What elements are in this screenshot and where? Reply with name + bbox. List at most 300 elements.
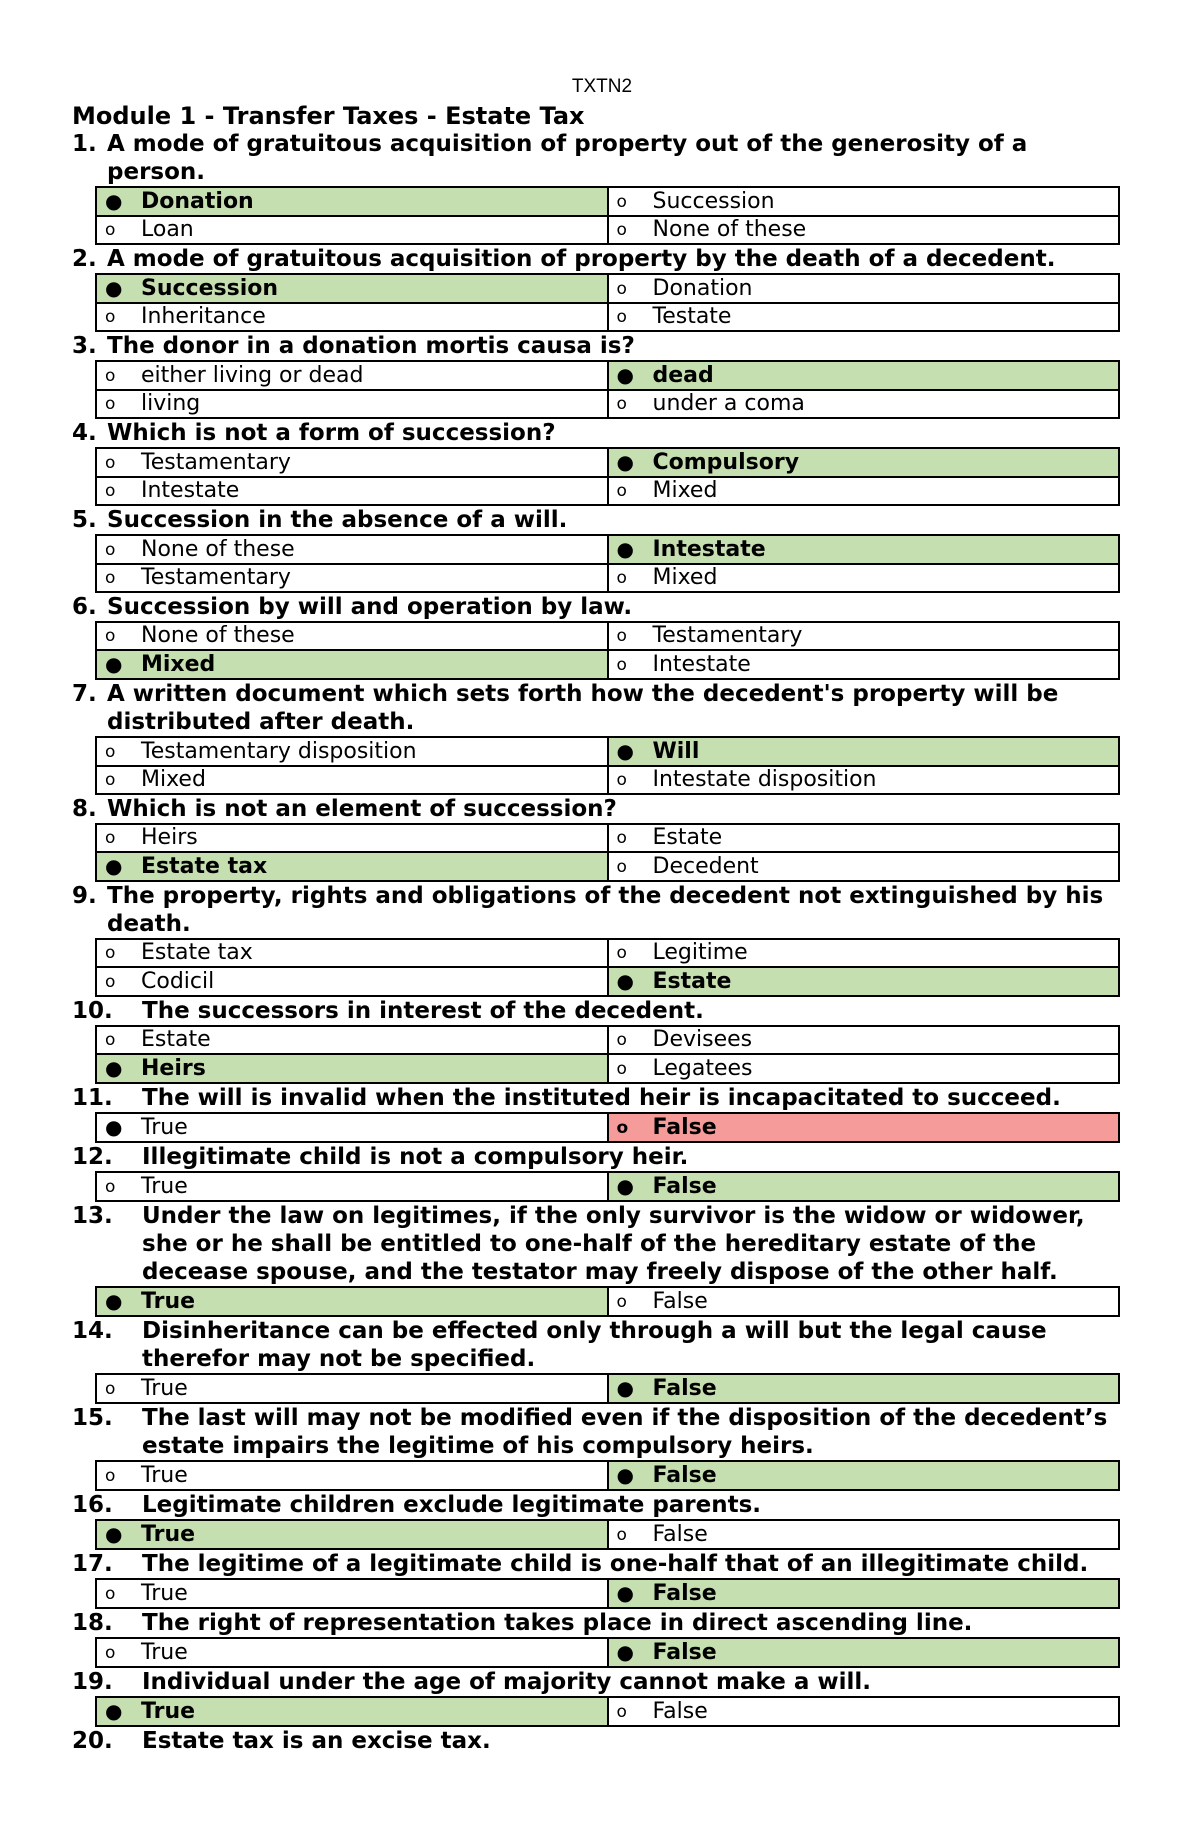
- bullet-filled-icon: ●: [105, 1522, 123, 1546]
- question-text-line: [72, 680, 1132, 736]
- answer-option-label: Intestate: [141, 478, 240, 503]
- bullet-hollow-icon: o: [105, 943, 116, 963]
- answer-option[interactable]: [608, 852, 1120, 881]
- answer-option[interactable]: [96, 448, 608, 477]
- answer-option-label: True: [141, 1639, 188, 1665]
- answer-option-label: False: [652, 1640, 717, 1665]
- question-6: [72, 593, 1132, 680]
- answer-option[interactable]: [96, 1697, 608, 1726]
- document: [72, 72, 1132, 1755]
- answer-option[interactable]: [608, 766, 1120, 794]
- answer-option-label: Intestate: [652, 651, 751, 677]
- question-text-line: [72, 1143, 1132, 1171]
- answer-option-label: Compulsory: [652, 450, 800, 475]
- question-text: The successors in interest of the decedent.: [142, 998, 704, 1024]
- bullet-filled-icon: ●: [616, 1640, 634, 1664]
- answer-option-label: Estate tax: [141, 940, 253, 965]
- question-text-line: [72, 1084, 1132, 1112]
- answer-option[interactable]: [96, 187, 608, 216]
- question-number: 5.: [72, 507, 97, 533]
- question-4: [72, 419, 1132, 506]
- answer-option[interactable]: [608, 361, 1120, 390]
- answer-option[interactable]: [96, 361, 608, 390]
- bullet-filled-icon: ●: [105, 276, 123, 300]
- answer-option[interactable]: [96, 1287, 608, 1316]
- question-number: 10.: [72, 998, 113, 1024]
- bullet-filled-icon: ●: [105, 854, 123, 878]
- answer-option[interactable]: [608, 967, 1120, 996]
- answer-option[interactable]: [608, 187, 1120, 216]
- answer-option-label: Estate: [652, 969, 732, 994]
- question-16: [72, 1491, 1132, 1550]
- answer-option[interactable]: [96, 737, 608, 766]
- answer-option[interactable]: [608, 1172, 1120, 1201]
- answer-option[interactable]: [608, 622, 1120, 650]
- answer-option-label: Heirs: [141, 1056, 206, 1081]
- question-text-line: [72, 1550, 1132, 1578]
- options-row: [96, 967, 1119, 996]
- answer-option[interactable]: [96, 274, 608, 303]
- bullet-filled-icon: ●: [616, 1463, 634, 1487]
- question-text-line: [72, 1202, 1132, 1286]
- question-text: A mode of gratuitous acquisition of property by the death of a decedent.: [107, 246, 1056, 272]
- options-row: [96, 1461, 1119, 1490]
- question-number: 1.: [72, 131, 97, 157]
- answer-option[interactable]: [96, 824, 608, 852]
- answer-option-label: Testate: [652, 304, 732, 329]
- options-table: [95, 534, 1120, 593]
- question-text: The right of representation takes place in direct ascending line.: [142, 1610, 973, 1636]
- question-1: [72, 130, 1132, 245]
- answer-option[interactable]: [96, 1113, 608, 1142]
- question-text: Under the law on legitimes, if the only survivor is the widow or widower, she or he shall be entitled to one-half of the hereditary estate of the decease spouse, and the testator may freely dispose of the other half.: [142, 1203, 1085, 1285]
- question-text: The property, rights and obligations of the decedent not extinguished by his death.: [107, 883, 1104, 937]
- answer-option-label: False: [652, 1114, 717, 1140]
- bullet-filled-icon: ●: [616, 739, 634, 763]
- question-number: 4.: [72, 420, 97, 446]
- question-number: 17.: [72, 1551, 113, 1577]
- answer-option-label: Donation: [141, 189, 254, 214]
- answer-option-label: True: [141, 1115, 188, 1140]
- bullet-hollow-icon: o: [105, 307, 116, 327]
- question-text: A written document which sets forth how the decedent's property will be distributed after death.: [107, 681, 1059, 735]
- answer-option[interactable]: [96, 535, 608, 564]
- question-12: [72, 1143, 1132, 1202]
- question-number: 6.: [72, 594, 97, 620]
- bullet-hollow-icon: o: [616, 654, 627, 675]
- bullet-hollow-icon: o: [616, 220, 627, 240]
- options-table: [95, 823, 1120, 882]
- answer-option-label: Decedent: [652, 853, 759, 879]
- answer-option-label: False: [652, 1288, 708, 1314]
- answer-option[interactable]: [96, 1579, 608, 1608]
- answer-option[interactable]: [608, 564, 1120, 592]
- document-header: TXTN2: [571, 76, 633, 97]
- question-number: 20.: [72, 1728, 113, 1754]
- answer-option-label: Will: [652, 739, 700, 764]
- bullet-hollow-icon: o: [105, 770, 116, 790]
- options-row: [96, 390, 1119, 418]
- answer-option[interactable]: [608, 535, 1120, 564]
- options-table: [95, 1373, 1120, 1404]
- question-text-line: [72, 1727, 1132, 1755]
- options-row: [96, 1172, 1119, 1201]
- answer-option-label: under a coma: [652, 391, 805, 416]
- answer-option[interactable]: [608, 303, 1120, 331]
- answer-option[interactable]: [608, 390, 1120, 418]
- options-row: [96, 766, 1119, 794]
- question-text-line: [72, 882, 1132, 938]
- question-text-line: [72, 795, 1132, 823]
- answer-option-label: Mixed: [141, 767, 206, 792]
- answer-option[interactable]: [96, 390, 608, 418]
- bullet-filled-icon: ●: [105, 1699, 123, 1723]
- options-table: [95, 1460, 1120, 1491]
- question-9: [72, 882, 1132, 997]
- bullet-hollow-icon: o: [616, 1291, 627, 1312]
- options-row: [96, 303, 1119, 331]
- question-text: Which is not a form of succession?: [107, 420, 556, 446]
- bullet-hollow-icon: o: [616, 191, 627, 212]
- options-table: [95, 1519, 1120, 1550]
- quiz: [72, 130, 1132, 1755]
- answer-option-label: True: [141, 1699, 196, 1724]
- options-table: [95, 1025, 1120, 1084]
- options-row: [96, 939, 1119, 967]
- question-text: Succession by will and operation by law.: [107, 594, 633, 620]
- question-text-line: [72, 245, 1132, 273]
- question-text-line: [72, 130, 1132, 186]
- bullet-hollow-icon: o: [105, 568, 116, 588]
- answer-option-label: Mixed: [652, 478, 718, 503]
- question-10: [72, 997, 1132, 1084]
- question-number: 13.: [72, 1203, 113, 1229]
- question-14: [72, 1317, 1132, 1404]
- question-text-line: [72, 1404, 1132, 1460]
- bullet-hollow-icon: o: [105, 394, 116, 414]
- question-3: [72, 332, 1132, 419]
- answer-option[interactable]: [96, 1461, 608, 1490]
- answer-option-label: Testamentary: [141, 449, 291, 475]
- options-table: [95, 1286, 1120, 1317]
- bullet-hollow-icon: o: [616, 1117, 629, 1138]
- answer-option-label: Testamentary disposition: [141, 738, 417, 764]
- bullet-hollow-icon: o: [105, 1378, 116, 1399]
- question-8: [72, 795, 1132, 882]
- question-text: Individual under the age of majority cannot make a will.: [142, 1669, 871, 1695]
- bullet-filled-icon: ●: [105, 189, 123, 213]
- question-15: [72, 1404, 1132, 1491]
- bullet-filled-icon: ●: [105, 1056, 123, 1080]
- question-number: 12.: [72, 1144, 113, 1170]
- answer-option-label: Intestate disposition: [652, 767, 877, 792]
- question-text-line: [72, 997, 1132, 1025]
- bullet-hollow-icon: o: [105, 220, 116, 240]
- answer-option-label: Legatees: [652, 1055, 753, 1081]
- answer-option-label: True: [141, 1580, 188, 1606]
- question-text: The legitime of a legitimate child is one-half that of an illegitimate child.: [142, 1551, 1089, 1577]
- answer-option-label: Codicil: [141, 968, 215, 994]
- question-text: Succession in the absence of a will.: [107, 507, 568, 533]
- options-row: [96, 622, 1119, 650]
- answer-option-label: False: [652, 1463, 717, 1488]
- bullet-hollow-icon: o: [105, 481, 116, 501]
- answer-option-label: Donation: [652, 275, 753, 301]
- answer-option-label: Testamentary: [141, 565, 291, 590]
- question-text-line: [72, 1491, 1132, 1519]
- bullet-hollow-icon: o: [616, 1524, 627, 1545]
- bullet-hollow-icon: o: [105, 1176, 116, 1197]
- bullet-filled-icon: ●: [616, 1174, 634, 1198]
- options-row: [96, 564, 1119, 592]
- options-row: [96, 1113, 1119, 1142]
- options-row: [96, 1579, 1119, 1608]
- answer-option[interactable]: [608, 1638, 1120, 1667]
- options-row: [96, 187, 1119, 216]
- options-row: [96, 852, 1119, 881]
- options-row: [96, 448, 1119, 477]
- answer-option-label: Legitime: [652, 940, 748, 965]
- answer-option[interactable]: [608, 737, 1120, 766]
- question-text: Legitimate children exclude legitimate parents.: [142, 1492, 762, 1518]
- options-row: [96, 1638, 1119, 1667]
- answer-option-label: living: [141, 391, 201, 416]
- options-row: [96, 1026, 1119, 1054]
- question-number: 16.: [72, 1492, 113, 1518]
- question-18: [72, 1609, 1132, 1668]
- bullet-hollow-icon: o: [616, 307, 627, 327]
- bullet-hollow-icon: o: [616, 770, 627, 790]
- answer-option[interactable]: [96, 967, 608, 996]
- answer-option[interactable]: [96, 1054, 608, 1083]
- answer-option[interactable]: [96, 939, 608, 967]
- bullet-hollow-icon: o: [616, 828, 627, 848]
- options-table: [95, 938, 1120, 997]
- question-text: A mode of gratuitous acquisition of property out of the generosity of a person.: [107, 131, 1028, 185]
- answer-option[interactable]: [608, 1026, 1120, 1054]
- question-text-line: [72, 506, 1132, 534]
- options-row: [96, 535, 1119, 564]
- answer-option-label: False: [652, 1376, 717, 1401]
- answer-option[interactable]: [608, 274, 1120, 303]
- answer-option[interactable]: [96, 650, 608, 679]
- options-row: [96, 1287, 1119, 1316]
- question-text-line: [72, 332, 1132, 360]
- module-title: Module 1 - Transfer Taxes - Estate Tax: [72, 102, 585, 130]
- answer-option-label: Heirs: [141, 825, 198, 850]
- bullet-filled-icon: ●: [616, 537, 634, 561]
- answer-option-label: Succession: [652, 188, 775, 214]
- options-row: [96, 824, 1119, 852]
- answer-option[interactable]: [96, 1520, 608, 1549]
- answer-option[interactable]: [608, 1461, 1120, 1490]
- answer-option[interactable]: [96, 852, 608, 881]
- question-number: 18.: [72, 1610, 113, 1636]
- options-table: [95, 736, 1120, 795]
- question-text: The donor in a donation mortis causa is?: [107, 333, 635, 359]
- question-text: Which is not an element of succession?: [107, 796, 617, 822]
- options-table: [95, 1578, 1120, 1609]
- answer-option[interactable]: [608, 1054, 1120, 1083]
- bullet-hollow-icon: o: [616, 626, 627, 646]
- answer-option-label: Mixed: [141, 652, 216, 677]
- answer-option-label: Intestate: [652, 537, 766, 562]
- bullet-filled-icon: ●: [616, 1581, 634, 1605]
- bullet-hollow-icon: o: [105, 452, 116, 473]
- bullet-hollow-icon: o: [105, 365, 116, 386]
- bullet-hollow-icon: o: [616, 1030, 627, 1050]
- options-row: [96, 1374, 1119, 1403]
- question-number: 19.: [72, 1669, 113, 1695]
- question-text: Illegitimate child is not a compulsory heir.: [142, 1144, 689, 1170]
- answer-option-label: Devisees: [652, 1027, 753, 1052]
- question-text-line: [72, 419, 1132, 447]
- answer-option-label: Succession: [141, 276, 279, 301]
- bullet-filled-icon: ●: [616, 363, 634, 387]
- answer-option[interactable]: [608, 1579, 1120, 1608]
- answer-option[interactable]: [608, 216, 1120, 244]
- options-row: [96, 650, 1119, 679]
- bullet-hollow-icon: o: [616, 1058, 627, 1079]
- question-number: 8.: [72, 796, 97, 822]
- bullet-filled-icon: ●: [105, 1115, 123, 1139]
- options-row: [96, 361, 1119, 390]
- question-text: Estate tax is an excise tax.: [142, 1728, 491, 1754]
- question-text-line: [72, 1317, 1132, 1373]
- bullet-hollow-icon: o: [616, 481, 627, 501]
- bullet-hollow-icon: o: [105, 539, 116, 560]
- answer-option-label: False: [652, 1521, 708, 1547]
- answer-option[interactable]: [608, 1287, 1120, 1316]
- answer-option-label: Loan: [141, 217, 194, 242]
- answer-option-label: either living or dead: [141, 362, 364, 388]
- options-table: [95, 360, 1120, 419]
- bullet-filled-icon: ●: [105, 652, 123, 676]
- bullet-hollow-icon: o: [616, 568, 627, 588]
- bullet-hollow-icon: o: [616, 856, 627, 877]
- bullet-hollow-icon: o: [616, 394, 627, 414]
- options-row: [96, 1697, 1119, 1726]
- question-text-line: [72, 1609, 1132, 1637]
- options-row: [96, 274, 1119, 303]
- bullet-hollow-icon: o: [105, 1030, 116, 1050]
- bullet-hollow-icon: o: [105, 1642, 116, 1663]
- question-2: [72, 245, 1132, 332]
- answer-option[interactable]: [96, 622, 608, 650]
- question-text-line: [72, 593, 1132, 621]
- bullet-filled-icon: ●: [616, 1376, 634, 1400]
- question-number: 9.: [72, 883, 97, 909]
- answer-option-label: None of these: [652, 217, 807, 242]
- question-number: 14.: [72, 1318, 113, 1344]
- question-17: [72, 1550, 1132, 1609]
- options-table: [95, 1696, 1120, 1727]
- answer-option[interactable]: [608, 1697, 1120, 1726]
- answer-option[interactable]: [96, 216, 608, 244]
- options-table: [95, 1637, 1120, 1668]
- answer-option-label: False: [652, 1698, 708, 1724]
- question-text-line: [72, 1668, 1132, 1696]
- bullet-filled-icon: ●: [616, 450, 634, 474]
- answer-option-label: Inheritance: [141, 304, 266, 329]
- answer-option[interactable]: [608, 448, 1120, 477]
- bullet-hollow-icon: o: [105, 1465, 116, 1486]
- bullet-filled-icon: ●: [105, 1289, 123, 1313]
- answer-option[interactable]: [96, 303, 608, 331]
- answer-option-label: True: [141, 1173, 188, 1199]
- answer-option[interactable]: [96, 564, 608, 592]
- question-text: The will is invalid when the instituted heir is incapacitated to succeed.: [142, 1085, 1061, 1111]
- bullet-hollow-icon: o: [616, 943, 627, 963]
- options-table: [95, 447, 1120, 506]
- options-table: [95, 1171, 1120, 1202]
- answer-option[interactable]: [608, 824, 1120, 852]
- answer-option-label: True: [141, 1375, 188, 1401]
- answer-option-label: None of these: [141, 623, 295, 648]
- answer-option[interactable]: [608, 939, 1120, 967]
- answer-option-label: Estate: [141, 1027, 211, 1052]
- options-row: [96, 216, 1119, 244]
- answer-option[interactable]: [608, 477, 1120, 505]
- options-row: [96, 1520, 1119, 1549]
- question-7: [72, 680, 1132, 795]
- question-11: [72, 1084, 1132, 1143]
- answer-option[interactable]: [608, 1520, 1120, 1549]
- answer-option-label: Testamentary: [652, 623, 803, 648]
- options-row: [96, 477, 1119, 505]
- answer-option-label: Mixed: [652, 565, 718, 590]
- options-table: [95, 186, 1120, 245]
- answer-option[interactable]: [96, 1172, 608, 1201]
- question-number: 15.: [72, 1405, 113, 1431]
- options-row: [96, 1054, 1119, 1083]
- answer-option-label: None of these: [141, 536, 295, 562]
- options-table: [95, 1112, 1120, 1143]
- question-number: 11.: [72, 1085, 113, 1111]
- question-number: 2.: [72, 246, 97, 272]
- answer-option[interactable]: [608, 650, 1120, 679]
- answer-option[interactable]: [96, 766, 608, 794]
- answer-option-label: dead: [652, 363, 714, 388]
- question-20: [72, 1727, 1132, 1755]
- question-13: [72, 1202, 1132, 1317]
- bullet-filled-icon: ●: [616, 969, 634, 993]
- answer-option[interactable]: [608, 1113, 1120, 1142]
- answer-option[interactable]: [96, 1374, 608, 1403]
- bullet-hollow-icon: o: [105, 741, 116, 762]
- question-text: The last will may not be modified even if the disposition of the decedent’s estate impairs the legitime of his compulsory heirs.: [142, 1405, 1108, 1459]
- question-number: 7.: [72, 681, 97, 707]
- answer-option-label: True: [141, 1289, 196, 1314]
- question-5: [72, 506, 1132, 593]
- answer-option[interactable]: [96, 477, 608, 505]
- answer-option-label: Estate tax: [141, 854, 268, 879]
- answer-option-label: True: [141, 1522, 196, 1547]
- options-row: [96, 737, 1119, 766]
- options-table: [95, 273, 1120, 332]
- bullet-hollow-icon: o: [616, 278, 627, 299]
- answer-option-label: Estate: [652, 825, 723, 850]
- answer-option[interactable]: [608, 1374, 1120, 1403]
- bullet-hollow-icon: o: [616, 1701, 627, 1722]
- answer-option-label: False: [652, 1581, 717, 1606]
- bullet-hollow-icon: o: [105, 971, 116, 992]
- answer-option[interactable]: [96, 1638, 608, 1667]
- question-19: [72, 1668, 1132, 1727]
- bullet-hollow-icon: o: [105, 626, 116, 646]
- answer-option-label: False: [652, 1174, 717, 1199]
- answer-option[interactable]: [96, 1026, 608, 1054]
